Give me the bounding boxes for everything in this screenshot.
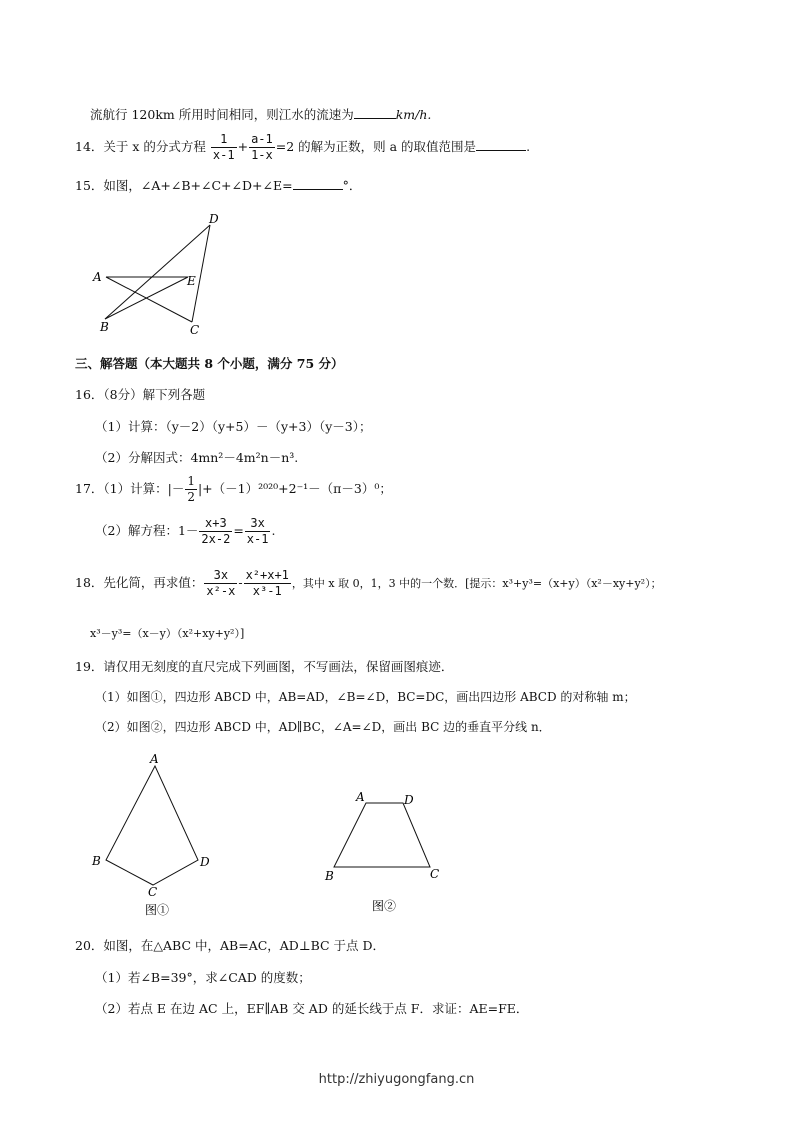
fig2-label-d: D	[404, 793, 414, 807]
section-3-title: 三、解答题（本大题共 8 个小题，满分 75 分）	[75, 356, 344, 371]
q17-fraction-2: $\frac{3x}{x-1}$	[246, 516, 269, 546]
q20-part-2: （2）若点 E 在边 AC 上，EF∥AB 交 AD 的延长线于点 F．求证：AE=FE．	[95, 1001, 529, 1016]
q15-label-c: C	[190, 323, 200, 337]
q14-answer-blank[interactable]	[476, 138, 526, 151]
q15-figure	[85, 205, 245, 340]
fig1-label-d: D	[200, 855, 210, 869]
q15-answer-blank[interactable]	[293, 177, 343, 190]
footer-url[interactable]: http://zhiyugongfang.cn	[318, 1072, 475, 1087]
question-18: 18．先化简，再求值： $\frac{3x}{\text{x²-x}}$ - $\frac{\text{x²+x+1}}{\text{x³-1}}$ ，其中 x 取 0，1，3 中的一个数．[提示：x³+y³=（x+y）（x²－xy+y²）；	[75, 568, 662, 598]
q14-fraction-2: $\frac{a-1}{1-x}$	[251, 132, 273, 162]
fig1-label-c: C	[148, 885, 158, 899]
question-17-part-1: 17．（1）计算：|－ $\frac{1}{2}$ |+（－1）²⁰²⁰+2⁻¹－（π－3）⁰；	[75, 474, 392, 504]
q15-label-b: B	[100, 320, 109, 334]
fig2-label-b: B	[325, 869, 334, 883]
q17-fraction-half: $\frac{1}{2}$	[187, 474, 195, 504]
fig1-label-b: B	[92, 854, 101, 868]
q18-fraction-1: $\frac{3x}{\text{x²-x}}$	[206, 568, 236, 598]
q20-part-1: （1）若∠B=39°，求∠CAD 的度数；	[95, 970, 311, 985]
q19-figure-1	[88, 750, 223, 920]
q14-fraction-1: $\frac{1}{x-1}$	[212, 132, 235, 162]
question-19: 19．请仅用无刻度的直尺完成下列画图，不写画法，保留画图痕迹．	[75, 659, 454, 674]
fig2-label-a: A	[356, 790, 365, 804]
q16-part-1: （1）计算：（y－2）（y+5）－（y+3）（y－3）；	[95, 419, 372, 434]
q18-fraction-2: $\frac{\text{x²+x+1}}{\text{x³-1}}$	[245, 568, 289, 598]
q15-label-e: E	[187, 274, 196, 288]
q13-tail: 流航行 120km 所用时间相同，则江水的流速为 km/h.	[90, 107, 432, 122]
fig2-label-c: C	[430, 867, 440, 881]
q19-part-2: （2）如图②，四边形 ABCD 中，AD∥BC，∠A=∠D，画出 BC 边的垂直平分线 n．	[95, 720, 551, 734]
fig2-caption: 图②	[372, 899, 397, 913]
fig1-label-a: A	[150, 752, 159, 766]
fig1-caption: 图①	[145, 903, 170, 917]
q19-figure-2	[320, 785, 450, 915]
question-16: 16．（8分）解下列各题	[75, 387, 206, 402]
q17-fraction-1: $\frac{x+3}{2x-2}$	[201, 516, 231, 546]
question-20: 20．如图，在△ABC 中，AB=AC，AD⊥BC 于点 D．	[75, 938, 386, 953]
q15-label-d: D	[209, 212, 219, 226]
q16-part-2: （2）分解因式：4mn²－4m²n－n³.	[95, 450, 299, 465]
q13-answer-blank[interactable]	[354, 106, 396, 119]
q19-part-1: （1）如图①，四边形 ABCD 中，AB=AD，∠B=∠D，BC=DC，画出四边形 ABCD 的对称轴 m；	[95, 690, 636, 704]
question-14: 14．关于 x 的分式方程 $\frac{1}{x-1}$ + $\frac{a-1}{1-x}$ =2 的解为正数，则 a 的取值范围是 .	[75, 132, 531, 162]
q18-hint-line-2: x³－y³=（x－y）（x²+xy+y²）]	[90, 627, 245, 640]
question-15: 15．如图，∠A+∠B+∠C+∠D+∠E= °．	[75, 178, 362, 193]
q15-label-a: A	[93, 270, 102, 284]
question-17-part-2: （2）解方程：1－ $\frac{x+3}{2x-2}$ = $\frac{3x}{x-1}$ .	[95, 516, 276, 546]
